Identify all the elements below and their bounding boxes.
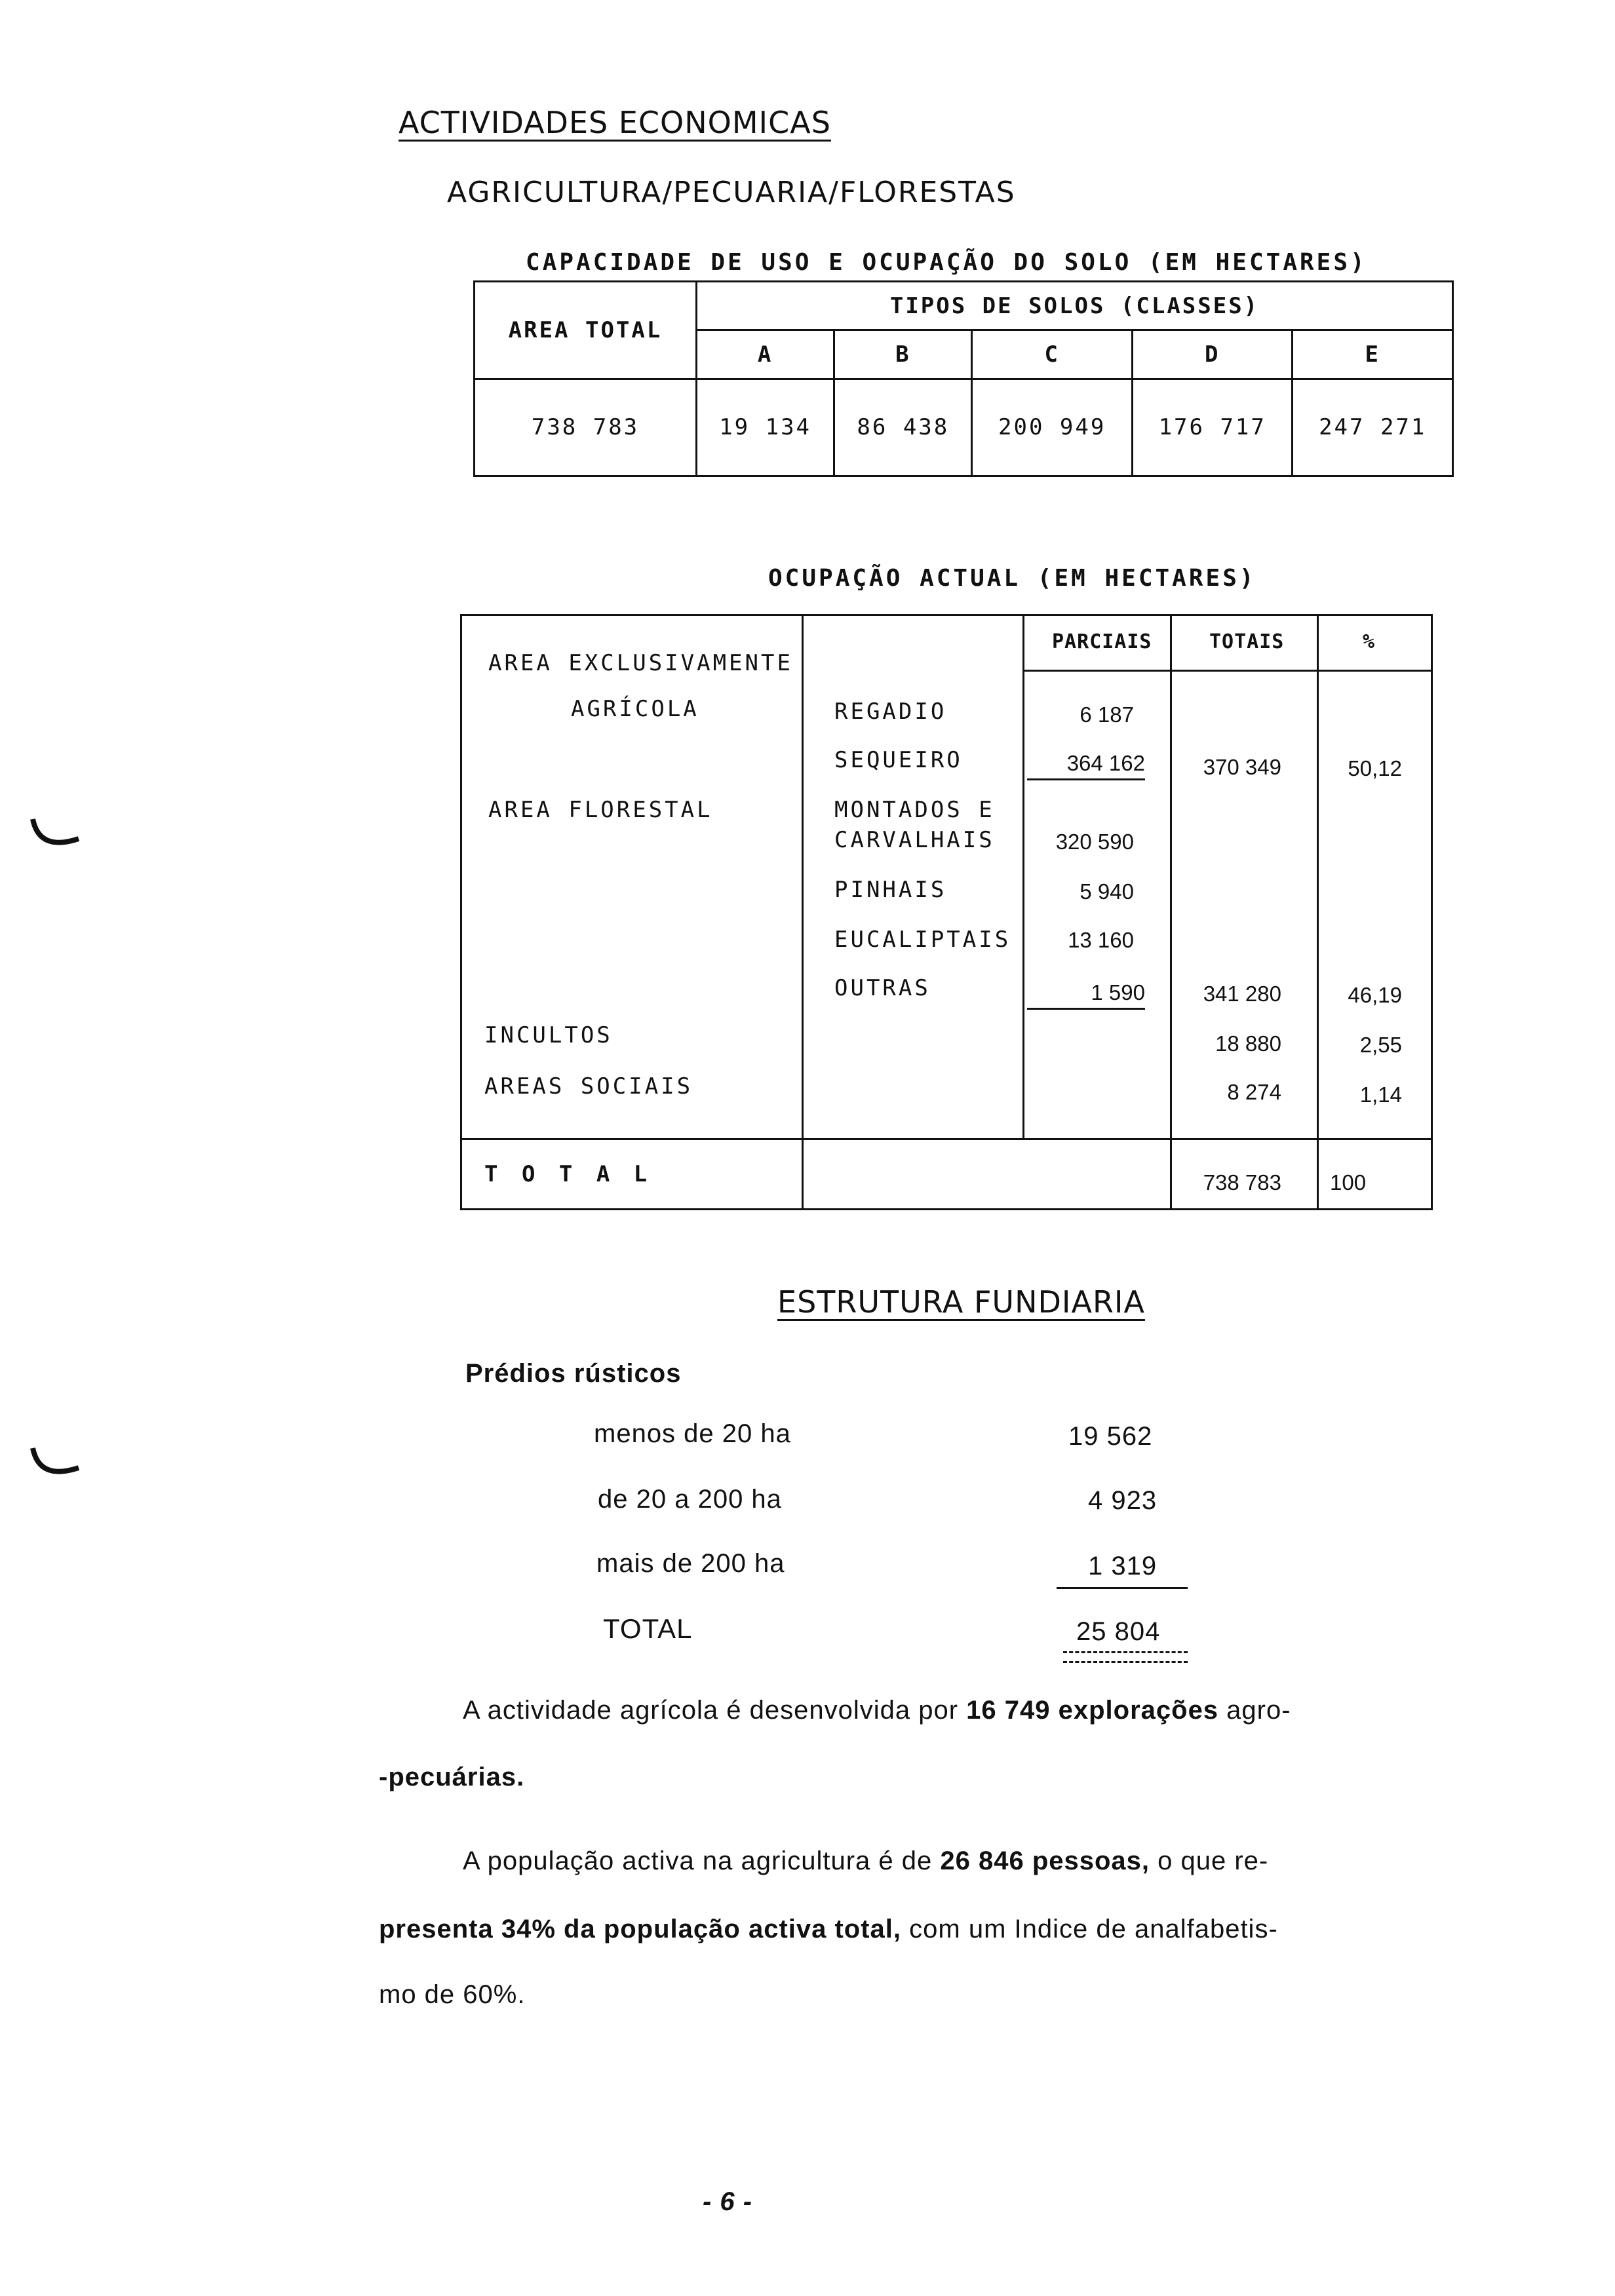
parcial-sequeiro: 364 162 xyxy=(1027,751,1145,780)
predios-total-value: 25 804 xyxy=(1076,1617,1161,1646)
class-a: A xyxy=(697,330,834,379)
paragraph-1-line-1 xyxy=(463,1696,1291,1725)
header-totais: TOTAIS xyxy=(1209,630,1285,653)
para2-text-end: o que re- xyxy=(1150,1846,1269,1875)
class-d: D xyxy=(1132,330,1293,379)
binder-mark-icon xyxy=(26,1442,92,1494)
cell-class-c: 200 949 xyxy=(972,379,1133,476)
predios-row-label: menos de 20 ha xyxy=(594,1419,791,1448)
subtotal-rule xyxy=(1057,1587,1188,1589)
cell-class-e: 247 271 xyxy=(1293,379,1453,476)
pct-incultos: 2,55 xyxy=(1359,1033,1402,1057)
cell-class-d: 176 717 xyxy=(1132,379,1293,476)
label-area-florestal: AREA FLORESTAL xyxy=(488,797,713,823)
class-c: C xyxy=(972,330,1133,379)
predios-total-label: TOTAL xyxy=(603,1613,693,1644)
class-b: B xyxy=(834,330,972,379)
sub-montados-1: MONTADOS E xyxy=(834,797,995,823)
col-tipos-solos: TIPOS DE SOLOS (CLASSES) xyxy=(697,282,1453,330)
label-areas-sociais: AREAS SOCIAIS xyxy=(484,1073,693,1100)
pct-agricola: 50,12 xyxy=(1348,756,1402,780)
subsection-title: AGRICULTURA/PECUARIA/FLORESTAS xyxy=(447,176,1016,209)
predios-row-value: 4 923 xyxy=(1088,1486,1158,1515)
parcial-outras: 1 590 xyxy=(1027,980,1145,1010)
paragraph-2-line-3: mo de 60%. xyxy=(379,1980,526,2009)
para1-text: A actividade agrícola é desenvolvida por xyxy=(463,1696,967,1725)
cell-class-a: 19 134 xyxy=(697,379,834,476)
sub-eucaliptais: EUCALIPTAIS xyxy=(834,927,1011,953)
label-incultos: INCULTOS xyxy=(484,1022,613,1048)
soil-capacity-table xyxy=(473,280,1454,477)
table1-caption: CAPACIDADE DE USO E OCUPAÇÃO DO SOLO (EM HECTARES) xyxy=(526,249,1367,276)
page-number: - 6 - xyxy=(703,2187,753,2216)
paragraph-2-line-1 xyxy=(463,1846,1268,1876)
estrutura-title: ESTRUTURA FUNDIARIA xyxy=(777,1284,1145,1320)
predios-label: Prédios rústicos xyxy=(465,1359,682,1388)
predios-row-label: mais de 200 ha xyxy=(596,1549,785,1578)
col-area-total: AREA TOTAL xyxy=(475,282,697,379)
sub-pinhais: PINHAIS xyxy=(834,877,947,903)
total-florestal: 341 280 xyxy=(1203,982,1281,1006)
predios-row-value: 1 319 xyxy=(1088,1552,1158,1580)
sub-outras: OUTRAS xyxy=(834,975,931,1001)
parcial-pinhais: 5 940 xyxy=(1080,879,1134,904)
para2-bold-2: presenta 34% da população activa total, xyxy=(379,1915,902,1943)
paragraph-2-line-2 xyxy=(379,1915,1278,1944)
para2-text: A população activa na agricultura é de xyxy=(463,1846,941,1875)
label-area-agricola-2: AGRÍCOLA xyxy=(571,696,699,722)
total-double-rule xyxy=(1063,1651,1188,1663)
pct-sociais: 1,14 xyxy=(1359,1082,1402,1107)
land-occupation-table xyxy=(460,614,1433,1210)
sub-montados-2: CARVALHAIS xyxy=(834,827,995,853)
sub-sequeiro: SEQUEIRO xyxy=(834,747,963,773)
cell-area-total: 738 783 xyxy=(475,379,697,476)
predios-row-label: de 20 a 200 ha xyxy=(598,1485,782,1514)
total-total: 738 783 xyxy=(1203,1170,1281,1195)
para1-bold: 16 749 explorações xyxy=(966,1696,1219,1725)
header-parciais: PARCIAIS xyxy=(1052,630,1152,653)
total-agricola: 370 349 xyxy=(1203,755,1281,779)
label-total: T O T A L xyxy=(484,1161,653,1187)
paragraph-1-line-2: -pecuárias. xyxy=(379,1763,525,1791)
para2-bold: 26 846 pessoas, xyxy=(940,1846,1150,1875)
sub-regadio: REGADIO xyxy=(834,698,947,725)
parcial-montados: 320 590 xyxy=(1055,830,1134,854)
label-area-agricola-1: AREA EXCLUSIVAMENTE xyxy=(488,650,793,676)
predios-row-value: 19 562 xyxy=(1068,1422,1153,1451)
pct-florestal: 46,19 xyxy=(1348,983,1402,1007)
table2-caption: OCUPAÇÃO ACTUAL (EM HECTARES) xyxy=(768,565,1256,592)
total-sociais: 8 274 xyxy=(1227,1080,1281,1104)
para1-text-end: agro- xyxy=(1218,1696,1291,1725)
para2-text-2: com um Indice de analfabetis- xyxy=(901,1915,1278,1943)
pct-total: 100 xyxy=(1330,1170,1367,1195)
class-e: E xyxy=(1293,330,1453,379)
parcial-regadio: 6 187 xyxy=(1080,702,1134,727)
total-incultos: 18 880 xyxy=(1215,1031,1281,1056)
section-title: ACTIVIDADES ECONOMICAS xyxy=(399,105,831,140)
parcial-eucaliptais: 13 160 xyxy=(1068,928,1134,952)
binder-mark-icon xyxy=(26,813,92,865)
header-pct: % xyxy=(1363,630,1378,653)
cell-class-b: 86 438 xyxy=(834,379,972,476)
